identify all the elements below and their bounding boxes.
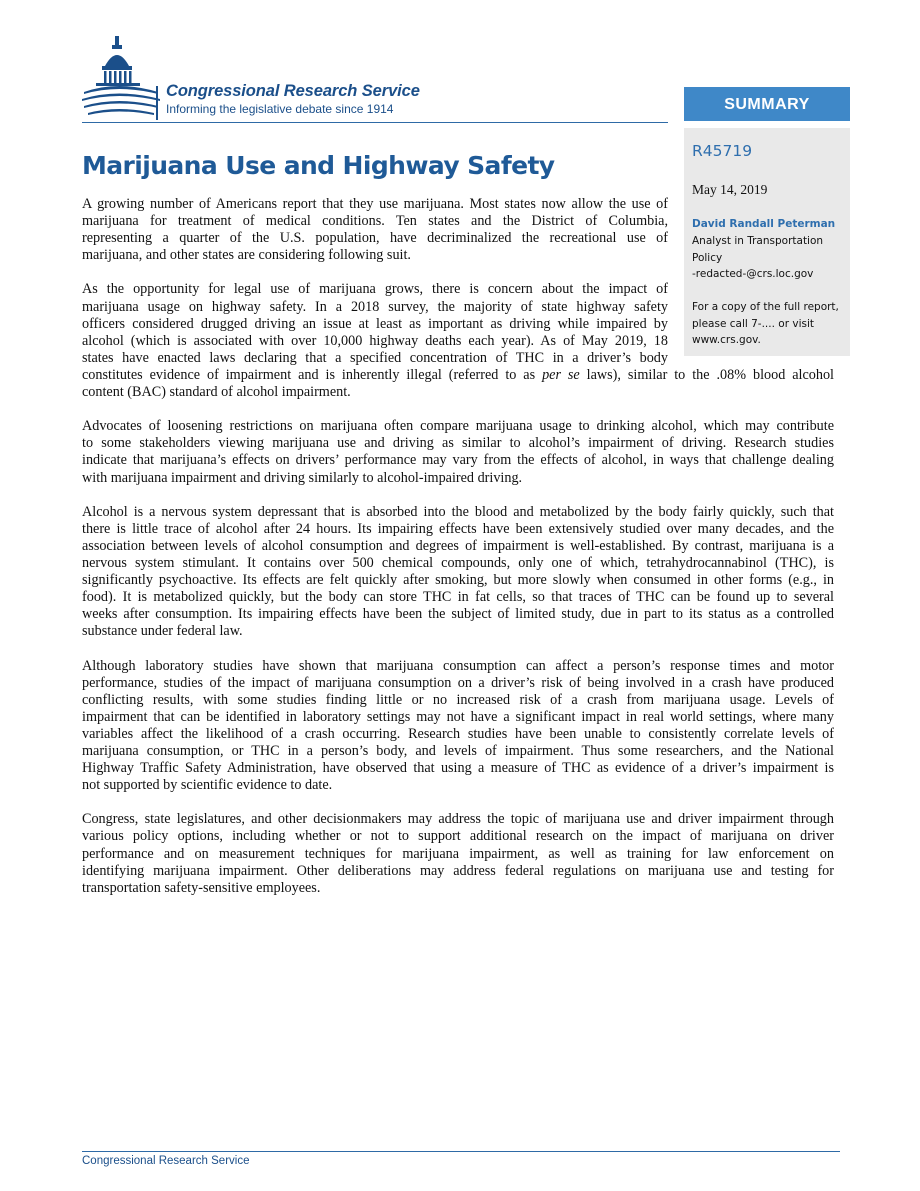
body-line: marijuana for treatment of medical conditions. Ten states and the District of Columbia, <box>82 213 668 230</box>
document-body <box>82 196 834 914</box>
body-paragraph <box>82 418 834 486</box>
body-line: Advocates of loosening restrictions on marijuana often compare marijuana usage to drinking alcohol, which may contribute <box>82 418 834 435</box>
body-line: marijuana consumption, or THC in a person’s body, and levels of impairment. Thus some researchers, and the National <box>82 743 834 759</box>
body-paragraph <box>82 281 834 401</box>
copy-note-line: www.crs.gov. <box>692 334 761 346</box>
body-line: content (BAC) standard of alcohol impairment. <box>82 384 351 401</box>
footer-text: Congressional Research Service <box>82 1155 250 1167</box>
body-line: representing a quarter of the U.S. population, have decriminalized the recreational use of <box>82 230 668 247</box>
body-line: Alcohol is a nervous system depressant that is absorbed into the blood and metabolized by the body fairly quickly, such that <box>82 503 834 520</box>
body-line: conflicting results, with some studies finding little or no increased risk of a crash from marijuana usage. Levels of <box>82 691 834 708</box>
copy-note-line: please call 7-.... or visit <box>692 317 814 330</box>
body-line: marijuana, and other states are considering following suit. <box>82 247 411 264</box>
org-name: Congressional Research Service <box>166 82 420 100</box>
capitol-dome-logo-icon <box>82 34 162 124</box>
body-line: performance and on measurement techniques for marijuana impairment, as well as training for law enforcement on <box>82 845 834 862</box>
body-line: officers considered drugged driving an issue at least as important as driving while impaired by <box>82 315 668 332</box>
body-line: impairment that can be identified in laboratory settings may not have a significant impact in real world settings, where many <box>82 708 834 725</box>
body-line: indicate that marijuana’s effects on drivers’ performance may vary from the effects of alcohol, in ways that challenge dealing <box>82 452 834 469</box>
body-line: to some stakeholders viewing marijuana use and driving as similar to alcohol’s impairment of driving. Research studies <box>82 435 834 452</box>
body-line: states have enacted laws declaring that a specified concentration of THC in a driver’s body <box>82 349 668 366</box>
org-tagline: Informing the legislative debate since 1914 <box>166 102 394 116</box>
body-line: various policy options, including whether or not to support additional research on the impact of marijuana on driver <box>82 828 834 845</box>
body-line: variables affect the likelihood of a crash occurring. Research studies have been unable to consistently correlate levels of <box>82 725 834 742</box>
report-number: R45719 <box>692 142 753 160</box>
body-paragraph <box>82 504 834 641</box>
body-line: performance, studies of the impact of marijuana consumption on a driver’s risk of being involved in a crash have produced <box>82 674 834 691</box>
body-line: association between levels of alcohol consumption and degrees of impairment is well-established. By contrast, marijuana is a <box>82 537 834 554</box>
body-line: transportation safety-sensitive employees. <box>82 879 321 896</box>
body-paragraph <box>82 811 834 896</box>
body-line: Congress, state legislatures, and other decisionmakers may address the topic of marijuana use and driver impairment through <box>82 811 834 828</box>
body-line: nervous system stimulant. It contains over 500 chemical compounds, only one of which, tetrahydrocannabinol (THC), is <box>82 554 834 571</box>
body-line: alcohol (which is associated with over 10,000 highway deaths each year). As of May 2019, 18 <box>82 332 668 349</box>
summary-tab: SUMMARY <box>684 87 850 121</box>
footer-divider <box>82 1151 840 1152</box>
body-line: weeks after consumption. Its impairing effects have been the subject of limited study, due in part to its status as a controlled <box>82 606 834 623</box>
body-line: substance under federal law. <box>82 623 243 640</box>
author-name: David Randall Peterman <box>692 218 836 230</box>
body-line: significantly psychoactive. Its effects are felt quickly after smoking, but more slowly when consumed in other forms (e.g., in <box>82 572 834 589</box>
body-line: As the opportunity for legal use of marijuana grows, there is concern about the impact of <box>82 281 668 298</box>
crs-logo <box>82 34 482 124</box>
body-line: Although laboratory studies have shown that marijuana consumption can affect a person’s response times and motor <box>82 657 834 674</box>
author-title-line: Analyst in Transportation <box>692 235 824 247</box>
copy-note-line: For a copy of the full report, <box>692 301 839 313</box>
body-line: constitutes evidence of impairment and is inherently illegal (referred to as per se laws), similar to the .08% blood alcohol <box>82 366 834 383</box>
body-line: not supported by scientific evidence to date. <box>82 777 333 794</box>
body-line: there is little trace of alcohol after 24 hours. Its impairing effects have been extensively studied over many decades, and the <box>82 520 834 537</box>
body-paragraph <box>82 196 834 264</box>
body-line: food). It is metabolized quickly, but the body can store THC in fat cells, so that traces of THC can be found up to several <box>82 589 834 606</box>
body-paragraph <box>82 658 834 795</box>
body-line: with marijuana impairment and driving similarly to alcohol-impaired driving. <box>82 469 523 486</box>
document-title: Marijuana Use and Highway Safety <box>82 151 555 180</box>
body-line: marijuana usage on highway safety. In a 2018 survey, the majority of state highway safety <box>82 298 668 315</box>
body-line: identifying marijuana impairment. Other deliberations may address federal regulations on marijuana use and testing for <box>82 862 834 879</box>
report-date: May 14, 2019 <box>692 182 768 197</box>
header-divider <box>82 122 668 123</box>
author-email: -redacted-@crs.loc.gov <box>692 268 814 280</box>
body-line: A growing number of Americans report that they use marijuana. Most states now allow the use of <box>82 196 668 212</box>
body-line: Highway Traffic Safety Administration, have observed that using a measure of THC as evidence of a driver’s impairment is <box>82 760 834 777</box>
author-title-line: Policy <box>692 251 723 264</box>
